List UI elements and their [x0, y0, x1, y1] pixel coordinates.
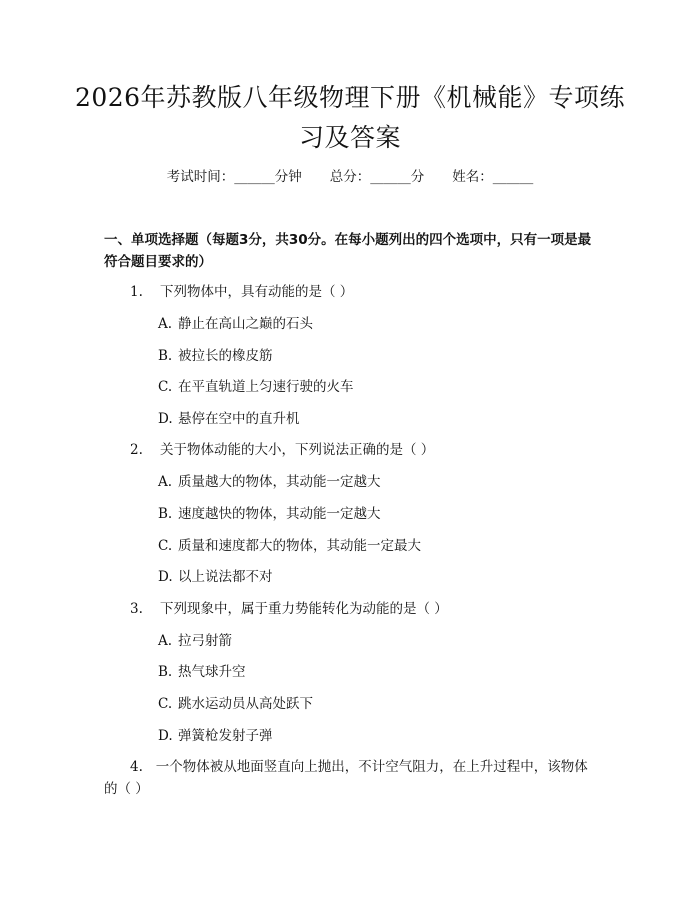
option-letter: D. — [158, 728, 173, 744]
exam-score: 总分：______分 — [329, 169, 425, 185]
question-4 — [104, 756, 599, 800]
question-number: 4. — [130, 759, 143, 775]
option-text: 被拉长的橡皮筋 — [178, 348, 273, 364]
question-number: 3. — [130, 601, 143, 617]
option-text: 以上说法都不对 — [178, 569, 273, 585]
question-2-option-c — [158, 535, 421, 557]
student-name: 姓名：______ — [452, 169, 534, 185]
question-2-option-b — [158, 503, 381, 525]
option-letter: C. — [158, 538, 173, 554]
option-letter: D. — [158, 411, 173, 427]
option-letter: B. — [158, 664, 173, 680]
option-text: 悬停在空中的直升机 — [178, 411, 300, 427]
option-letter: B. — [158, 348, 173, 364]
option-text: 在平直轨道上匀速行驶的火车 — [178, 379, 354, 395]
question-1 — [104, 281, 599, 303]
option-letter: D. — [158, 569, 173, 585]
question-1-option-b — [158, 345, 273, 367]
option-text: 质量越大的物体，其动能一定越大 — [178, 474, 381, 490]
question-3-option-d — [158, 725, 273, 747]
page-title: 2026年苏教版八年级物理下册《机械能》专项练习及答案 — [74, 83, 626, 152]
section-heading: 一、单项选择题（每题3分，共30分。在每小题列出的四个选项中，只有一项是最符合题目要求的） — [104, 232, 592, 270]
question-text: 一个物体被从地面竖直向上抛出，不计空气阻力，在上升过程中，该物体的（ ） — [104, 759, 588, 797]
question-text: 关于物体动能的大小，下列说法正确的是（ ） — [160, 442, 435, 458]
question-3-option-b — [158, 661, 246, 683]
option-letter: A. — [158, 474, 173, 490]
question-text: 下列现象中，属于重力势能转化为动能的是（ ） — [160, 601, 448, 617]
option-text: 热气球升空 — [178, 664, 246, 680]
question-1-option-c — [158, 376, 354, 398]
option-text: 跳水运动员从高处跃下 — [178, 696, 313, 712]
option-text: 拉弓射箭 — [178, 633, 232, 649]
option-text: 质量和速度都大的物体，其动能一定最大 — [178, 538, 421, 554]
option-text: 速度越快的物体，其动能一定越大 — [178, 506, 381, 522]
question-number: 2. — [130, 442, 143, 458]
question-3 — [104, 598, 599, 620]
question-2-option-a — [158, 471, 381, 493]
question-3-option-c — [158, 693, 313, 715]
option-text: 静止在高山之巅的石头 — [178, 316, 313, 332]
option-letter: A. — [158, 633, 173, 649]
question-1-option-d — [158, 408, 300, 430]
option-letter: A. — [158, 316, 173, 332]
question-number: 1. — [130, 284, 143, 300]
option-letter: B. — [158, 506, 173, 522]
exam-info — [0, 166, 700, 188]
option-letter: C. — [158, 696, 173, 712]
question-2 — [104, 439, 599, 461]
exam-time: 考试时间：______分钟 — [166, 169, 302, 185]
question-text: 下列物体中，具有动能的是（ ） — [160, 284, 354, 300]
question-1-option-a — [158, 313, 313, 335]
question-3-option-a — [158, 630, 232, 652]
option-letter: C. — [158, 379, 173, 395]
option-text: 弹簧枪发射子弹 — [178, 728, 273, 744]
question-2-option-d — [158, 566, 273, 588]
